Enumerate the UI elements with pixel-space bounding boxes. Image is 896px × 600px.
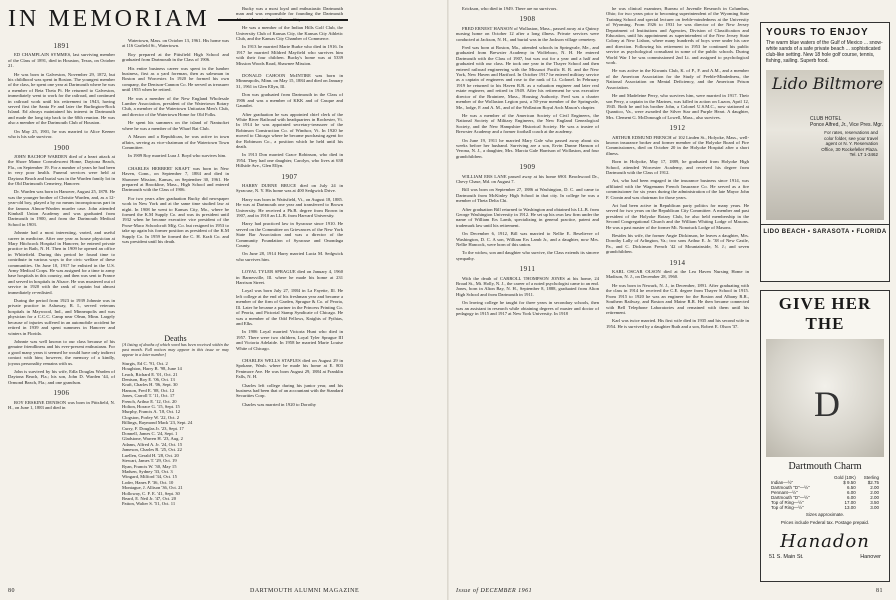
obituary-paragraph: JOHN BACHOP WARDEN died of a heart attack at the Shore Manor Convalescent Home, Daytona Beach, Fla., on September 19. For a number of years he had been in very poor health. Funeral services were held at Daytona Beach and burial was in the Warden family lot in the Old Dartmouth Cemetery, Hanover. [8, 153, 115, 186]
charm-label: Top of Ring—½" [771, 505, 804, 510]
death-entry: Hanson, Fred E. '08, Oct. 12 [122, 387, 175, 393]
charm-silver: 2.00 [870, 490, 879, 495]
charm-label: Dartmouth "D"—½" [771, 495, 810, 500]
column-3 [236, 6, 343, 578]
obituary-paragraph: On June 28, 1914 Harry married Lucia M. Sedgwick who survives him. [236, 251, 343, 262]
ad1-location-strip: LIDO BEACH • SARASOTA • FLORIDA [761, 224, 889, 239]
obituary-paragraph: DONALD CAHOON McINTIRE was born in Minneapolis, Minn. on May 15, 1884 and died on January 31, 1961 in Glen Ellyn, Ill. [236, 73, 343, 89]
death-entry: Leach, Richard E. '01, Oct. 21 [122, 371, 178, 377]
death-entry: Jameson, Charles R. '25, Oct. 22 [122, 447, 182, 453]
obituary-paragraph: KARL OSCAR OLSON died at the Lea Haven Nursing Home in Madison, N. J., on December 28, 1960. [606, 269, 749, 280]
deaths-title: Deaths [164, 334, 187, 343]
obituary-paragraph: HARRY DURNE BRUCE died on July 24 in Syracuse, N. Y. His home was at 400 Sedgwick Drive. [236, 182, 343, 194]
obituary-paragraph: On leaving college he taught for three years in secondary schools, then was an assistant in research while obtaining degrees of master and doctor of pedagogy in 1915 and 1917 at New York University. In 1918 [456, 300, 599, 317]
death-entry: Wingard, Milford '34, Oct. 15 [122, 474, 177, 480]
death-entry: Madsen, Sydney '33, Oct. 3 [122, 468, 173, 474]
death-entry: Jones, Carroll T. '11, Oct. 17 [122, 393, 175, 399]
obituary-paragraph: During the period from 1923 to 1939 Johnnie was in private practice in Ashaway, R. I., served veterans hospitals in Maywood, Ind., and Minneapolis and was physician for a C.C.C. Camp near Olean, Minn. Largely because of injuries suffered in an automobile accident he retired in 1939 and spent summers in Hanover and winters in Florida. [8, 298, 115, 336]
class-year-heading: 1911 [519, 265, 536, 274]
obituary-paragraph: A Mason and a Republican, he was active in town affairs, serving as vice-chairman of the Watertown Town Committee. [122, 134, 229, 150]
obituary-paragraph: Art, who had been engaged in the insurance business since 1914, was affiliated with the Wagemann French Insurance Co. He served as a fire commissioner for six years during the administration of the late Mayor John F. Cronin and was chairman for those years. [606, 178, 749, 200]
obituary-paragraph: Bucky was a most loyal and enthusiastic Dartmouth man and was responsible for founding the Dartmouth Alumni Association of Kansas City. [236, 6, 343, 22]
obituary-paragraph: Bill was born on September 27, 1886 at Washington, D. C. and came to Dartmouth from McKinley High School in that city. In college he was a member of Theta Delta Chi. [456, 187, 599, 204]
charm-gold: $ 9.50 [843, 480, 856, 485]
charm-silver: 3.00 [870, 505, 879, 510]
obituary-paragraph: he was clinical examiner, Bureau of Juvenile Research in Columbus, Ohio; for two years prior to becoming superintendent of the Wyoming State Training School and special lecturer on feeble-mindedness at the University of Wyoming. From 1926 to 1931 he was director of the New Jersey Department of Institutions and Agencies, Division of Classification and Education, until his appointment as superintendent of the New Jersey State Colony at New Lisbon, where many hundreds of boys were under his care and direction. Following his retirement in 1953 he continued his public service as psychological consultant in some of the public schools. During World War I he was commissioned 2nd Lt. and assigned to psychological work. [606, 6, 749, 66]
obituary-paragraph: For two years after graduation Bucky did newspaper work in New York and at the same time studied law at night. In 1908 he went to Kansas City, Mo., where he formed the K.M Supply Co. and was its president until 1932 when he became executive vice president of the Prose-Maco Schoolcraft Mfg. Co. but resigned in 1953 to take up again his former position as president of the K.M Supply Co. In 1959 he formed the C. H. Kraft Co. and was president until his death. [122, 195, 229, 244]
death-entry: Denison, Roy E. '06, Oct. 13 [122, 377, 175, 383]
class-year-heading: 1891 [53, 42, 70, 50]
charm-d-letter: D [814, 384, 840, 424]
obituary-paragraph: After graduation he was appointed chief clerk of the White River Railroad with headquarters in Rochester, Vt. In 1914 he was appointed secretary-treasurer of the Robinson Construction Co. of Windsor, Vt. In 1920 he moved to Chicago where he became purchasing agent for the Robinson Co., a position which he held until his death. [236, 111, 343, 149]
charm-note-sizes: Sizes approximate. [805, 512, 845, 517]
store-address: 51 S. Main St. [769, 554, 804, 560]
gold-header: Gold (10K) [833, 475, 856, 480]
ad1-headline: YOURS TO ENJOY [766, 27, 869, 38]
charm-photo [766, 339, 884, 457]
obituary-paragraph: He was born in Galveston, November 29, 1872, but his childhood was spent in Boston. The youngest member of the class, he spent one year at Dartmouth where he was a member of Beta Theta Pi. He returned to Galveston, immediately went to work for the railroad, and continued in railroad work until his retirement in 1943, having served first the Santa Fe and later the Burlington-Rock Island. Ed always maintained his interest in Dartmouth and made the long trip back to the 60th reunion. He was also a member of the Dartmouth Club of Houston. [8, 71, 115, 126]
obituary-paragraph: ED CHAMPLAIN SYMMES, last surviving member of the Class of 1891, died in Houston, Texas, on October 21. [8, 52, 115, 69]
obituary-paragraph: Besides his wife, the former Angie Dickinson, he leaves a daughter, Mrs. Dorothy Lally of Arlington, Va.; two sons Arthur E. Jr. '38 of New Castle, Pa., and C. Dickinson French '42 of Mountainside, N. J.; and seven grandchildren. [606, 233, 749, 255]
death-entry: Holloway, C. F. E. '41, Sept. 30 [122, 490, 180, 496]
obituary-paragraph: In 1913 Don married Grace Robinson, who died in 1954. They had one daughter, Carolyn, who lives at 638 Hillside Ave., Glen Ellyn. [236, 152, 343, 169]
obituary-paragraph: ARTHUR EDMUND FRENCH of 102 Linden St., Holyoke, Mass., well-known insurance broker and former member of the Holyoke Board of Fire Commissioners, died on October 20 in the Holyoke Hospital after a short illness. [606, 134, 749, 156]
column-2 [122, 38, 229, 313]
charm-gold: 17.00 [844, 500, 856, 505]
left-footer: DARTMOUTH ALUMNI MAGAZINE [250, 588, 360, 594]
obituary-paragraph: John is survived by his wife, Edla Douglas Warden of Daytona Beach, Fla.; his son, John D. Warden '44, of Ormond Beach, Fla.; and one grandson. [8, 368, 115, 385]
death-entry: Sturgis, Ed C. '91, Oct. 2 [122, 360, 168, 366]
charm-gold: 6.50 [846, 485, 856, 490]
charm-price-row [770, 505, 880, 510]
charm-label: Indian—½" [771, 480, 794, 485]
death-entry: Houghton, Harry B. '98, June 14 [122, 366, 182, 372]
obituary-paragraph: He was active in the Kiwanis Club, K. of P., F. and A.M., and a member of the American Association for the Study of Feeble-Mindedness, the National Association on Mental Deficiency, and the American Prison Association. [606, 68, 749, 90]
obituary-paragraph: He was a member of the American Society of Civil Engineers, the National Society of Military Engineers, the New England Genealogical Society, and the New Hampshire Historical Society. He was a trustee of Brewster Academy and a former football coach at the academy. [456, 112, 599, 135]
lido-biltmore-ad [760, 22, 890, 282]
page-title: IN MEMORIAM [8, 6, 210, 32]
deaths-box [122, 330, 229, 582]
obituary-paragraph: Erickson, who died in 1949. There are no survivors. [462, 6, 558, 11]
left-page-number: 80 [8, 588, 15, 594]
obituary-paragraph: He spent his summers on the island of Nantucket where he was a member of the Wharf Rat Club. [122, 120, 229, 131]
column-1 [8, 38, 115, 578]
obituary-paragraph: WILLIAM ERS LANE passed away at his home 6901 Beachwood Dr., Chevy Chase, Md. on August 7. [456, 173, 599, 184]
charm-label: Pennant—½" [771, 490, 798, 495]
death-entry: Murphy, Francis A. '18, Oct. 12 [122, 409, 181, 415]
obituary-paragraph: He was born in Newark, N. J., in December, 1891. After graduating with the class in 1914 he received the C.E. degree from Thayer School in 1915. From 1915 to 1920 he was an engineer for the Boston and Albany R.R., Southern Railway, and Boston and Maine R.R. He then became connected with Bell Telephone Laboratories and remained with them until his retirement. [606, 282, 749, 315]
obituary-paragraph: FRED ERNEST HANSON of Wollaston, Mass., passed away at a Quincy nursing home on October 12 after a long illness. Private services were conducted at Jackson, N. H., and burial was in the Jackson village cemetery. [456, 25, 599, 42]
store-town: Hanover [860, 554, 881, 560]
class-year-heading: 1909 [519, 163, 536, 172]
obituary-paragraph: On December 6, 1912, Bill was married to Nellie E. Beselievre of Washington, D. C. A son, William Ers Lamb Jr., and a daughter, now Mrs. Nellie Hancock, were born of this union. [456, 231, 599, 248]
death-entry: Ryan, Francis W. '30, May 15 [122, 463, 177, 469]
obituary-paragraph: Johnnie had a most interesting, varied, and useful career in medicine. After one year as house physician at Mary Hitchcock Hospital in Hanover, he entered private practice in Bath, N. H. Then in 1909 he opened an office in Whitefield. During this period he found time to contribute in various ways to the civic welfare of these communities. On June 10, 1917 he enlisted in the U.S. Army Medical Corps. He was assigned for a time to army base hospitals in this country, and then was sent to France and served in hospitals in Alsace. He was mustered out of service in 1920 with the rank of captain but almost immediately re-enlisted. [8, 230, 115, 295]
death-entry: Loder, Hanes P. '36, Oct. 10 [122, 479, 174, 485]
rates-text: For rates, reservations and color folder, see your travel agent or N. Y. Reservation Office, 30 Rockefeller Plaza. Tel. LT 1-3462 [821, 130, 878, 157]
class-year-heading: 1906 [53, 389, 70, 398]
obituary-paragraph: With the death of CARROLL THOMPSON JONES at his home, 24 Broad St., Mt. Holly, N. J., the career of a noted psychologist came to an end. Jones, born in Alton Bay, N. H., September 8, 1888, graduated from Alton High School and from Dartmouth in 1911. [456, 275, 599, 297]
obituary-paragraph: On May 25, 1901, he was married to Alice Keener who is his sole survivor. [8, 128, 115, 140]
ad2-headline: GIVE HER THE [778, 294, 872, 333]
column-5 [606, 6, 749, 578]
death-entry: Beard, E. Neil Jr. '47, Oct. 20 [122, 495, 177, 501]
store-address-line [761, 552, 889, 562]
column-4 [456, 6, 599, 578]
obituary-paragraph: Loyal was born July 27, 1884 in La Fayette, Ill. He left college at the end of his freshman year and became a member of the firm of Garden, Sprague & Co. of Peoria, Ill. Later he became a partner in the Princess Printing Co. of Peoria, and Pictorial Stamp Syndicate of Chicago. He was a member of the Odd Fellows, Knights of Pythias, and Elks. [236, 288, 343, 326]
obituary-paragraph: Dr. Warden was born in Hanover, August 25, 1878. He was the younger brother of Christie Warden, and, as a 12-year-old boy, played a by no means inconspicuous part in the famous Almon-Warden murder case. John attended Kimball Union Academy and was graduated from Dartmouth in 1900, and from the Dartmouth Medical School in 1903. [8, 189, 115, 227]
death-entry: Holton, Horace G. '15, Sept. 15 [122, 404, 180, 410]
death-entry: Curry, F. Douglas Jr. '23, Sept. 17 [122, 425, 184, 431]
silver-header: Sterling [863, 475, 879, 480]
death-entry: Montague, J. Allison '36, Oct. 21 [122, 485, 183, 491]
hotel-address: Ponce Alfred, Jr., Vice Pres. Mgr. [810, 122, 883, 128]
hotel-illustration [766, 70, 884, 220]
death-entry: Gladstone, Warren H. '23, Aug. 2 [122, 436, 183, 442]
death-entry: French, Arthur E. '12, Oct. 20 [122, 398, 177, 404]
charm-gold: 6.00 [846, 490, 856, 495]
obituary-paragraph: CHARLES WELLS STAPLES died on August 29 in Spokane, Wash. where he made his home at E. 803 Fenimore Ave. He was born August 29, 1884 at Franklin Falls, N. H. [236, 357, 343, 380]
class-year-heading: 1914 [669, 258, 686, 267]
hotel-name: Lido Biltmore [772, 74, 884, 93]
store-logo: Hanadon [780, 531, 870, 552]
death-entry: Stewart, James T. '29, Oct. 19 [122, 458, 177, 464]
obituary-paragraph: Harry had practiced law in Syracuse since 1910. He served on the Committee on Grievances of the New York State Bar Association and was a director of the Community Foundation of Syracuse and Onondaga County. [236, 221, 343, 249]
charm-label: Top of Ring—½" [771, 500, 804, 505]
charm-label: Dartmouth "D"—½" [771, 485, 810, 490]
class-year-heading: 1907 [281, 172, 298, 181]
obituary-paragraph: In 1913 he married Marie Burke who died in 1916. In 1917 he married Mildred Mayfield who survives him with their four children. Bucky's home was at 5339 Mission Woods Road, Shawnee Mission. [236, 44, 343, 66]
obituary-paragraph: Charles left college during his junior year, and his business had been that of an accountant with the Standard Securities Corp. [236, 382, 343, 399]
ad1-body: The warm blue waters of the Gulf of Mexico ... snow-white sands of a safe private beach ... sophisticated club-like setting. New 18 hole golf course, tennis, fishing, sailing. Superb food. [766, 40, 883, 64]
charm-gold: 13.00 [844, 505, 856, 510]
obituary-paragraph: Charles was married in 1920 to Dorothy [242, 401, 316, 407]
obituary-paragraph: His entire business career was spent in the lumber business, first as a yard foreman, then as salesman in Boston and Worcester. In 1920 he formed his own company, the Denison-Cannon Co. He served as treasurer until 1955 when he retired. [122, 65, 229, 93]
right-page-number: 81 [876, 588, 883, 594]
obituary-paragraph: Art had been active in Republican party politics for many years. He served for two years on the Republican City Committee. A member and past president of the Holyoke Rotary Club, he also held membership in the Second Congregational Church and the William Whiting Lodge of Masons. He was a past master of the former Mt. Nonotuck Lodge of Masons. [606, 203, 749, 230]
charm-product-title: Dartmouth Charm [788, 461, 862, 472]
obituary-paragraph: Johnnie was well known to our class because of his genuine friendliness and his ever-present enthusiasm. For a good many years it seemed he would have only indirect contact with him; however, the memory of a kindly, joyous personality remains with us. [8, 338, 115, 366]
obituary-paragraph: ROY ERSKINE DENISON was born in Pittsfield, N. H., on June 1, 1883 and died in [8, 399, 115, 410]
class-year-heading: 1908 [519, 15, 536, 24]
obituary-paragraph: LOYAL TYLER SPRAGUE died on January 4, 1960 in Barnesville, Ill. where he made his home at 231 Harrison Street. [236, 269, 343, 286]
obituary-paragraph: Fred was born at Boston, Ma., attended schools in Springvale, Me., and graduated from Brewster Academy in Wolfeboro, N. H. He entered Dartmouth with the Class of 1907, but was out for a year and a half and graduated with our class. He took one year in the Thayer School and then entered railroad engineering with the Missouri Pacific R. R. and the New York, New Haven and Hartford. In October 1917 he entered military service as a captain of engineers and rose to the rank of Lt. Colonel. In February 1919 he returned to his Haven R.R. as a valuation engineer and later real estate engineer, and retired in 1949. After his retirement he was executive director of the Braintree, Mass., Housing Authority. Fred was a charter member of the Wollaston Legion post, a 50-year member of the Springvale, Me., lodge, F. and A. M., and of the Wollaston Royal Arch Mason's chapter. [456, 45, 599, 110]
obituary-paragraph: To the widow, son and daughter who survive, the Class extends its sincere sympathy. [456, 250, 599, 261]
obituary-paragraph: Watertown, Mass. on October 13, 1961. His home was at 116 Garfield St., Watertown. [122, 38, 229, 49]
death-entry: Billings, Raymond Mack '23, Sept. 24 [122, 420, 193, 426]
death-entry: Adams, Alfred A. Jr. '24, Oct. 15 [122, 441, 183, 447]
obituary-paragraph: He and Madeleine Perry, who survives him, were married in 1917. Their son Perry, a captain in the Marines, was killed in action on Luzon, April 12, 1945. Both he and his brother John, a Colonel U.S.M.C., now stationed at Quantico, Va., were awarded the Silver Star and Purple Heart. A daughter, Mrs. Clement G. McDonough of Lowell, Mass., also survives. [606, 93, 749, 120]
obituary-paragraph: He was a member of the Indian Hills Golf Club, the University Club of Kansas City, the Kansas City Athletic Club, and the Kansas City Chamber of Commerce. [236, 25, 343, 42]
death-entry: Kraft, Charles H. '06, Sept. 30 [122, 382, 178, 388]
death-entry: Luellen, Gerald H. '28, Oct. 20 [122, 452, 179, 458]
obituary-paragraph: After graduation Bill returned to Washington and obtained his LL.B. from George Washington University in 1912. He set up his own law firm under the name of William Ers Lamb, specializing in general practice, patent and trademark law until his retirement. [456, 206, 599, 228]
charm-price-table [770, 475, 880, 510]
hanadon-charm-ad [760, 290, 890, 582]
page-gutter [447, 0, 449, 600]
obituary-paragraph: In 1906 Loyal married Victoria Hunt who died in 1957. There were two children, Loyal Tyler Sprague III and Victoria Adelaide. In 1958 he married Marie Louise White of Chicago. [236, 329, 343, 351]
hotel-sub-line: CLUB HOTEL [810, 116, 842, 122]
charm-silver: 3.50 [870, 500, 879, 505]
obituary-paragraph: CHARLES HERBERT KRAFT was born in New Haven, Conn., on September 7, 1884 and died in Shawnee Mission, Kansas, on September 30, 1961. He prepared at Brookline, Mass., High School and entered Dartmouth with the Class of 1906. [122, 165, 229, 193]
right-footer: Issue of DECEMBER 1961 [456, 588, 533, 594]
obituary-paragraph: Harry was born in Waitsfield, Vt., on August 18, 1885. He was at Dartmouth one year and transferred to Brown University. He received a Ph.B. degree from Brown in 1907, and in 1910 an LL.B. from Harvard University. [236, 196, 343, 218]
deaths-list [122, 361, 229, 507]
obituary-paragraph: On June 19, 1911 he married Mary Gale who passed away about six weeks before her husband. Surviving are a son, Ervin Dunne Hanson of Verona, N. J., a daughter, Mrs. Marcia Gale Harrison of Wollaston, and four grandchildren. [456, 137, 599, 159]
deaths-note: [A listing of deaths of which word has been received within the past month. Full notices may appear in this issue or may appear in a later number.] [122, 342, 229, 357]
charm-silver: 2.00 [870, 485, 879, 490]
obituary-paragraph: Born in Holyoke, May 17, 1889, he graduated from Holyoke High School, attended Worcester Academy, and received his degree from Dartmouth with the Class of 1912. [606, 159, 749, 175]
charm-silver: $2.75 [867, 480, 879, 485]
charm-gold: 6.00 [846, 495, 856, 500]
obituary-paragraph: Roy prepared at the Pittsfield High School and graduated from Dartmouth in the Class of 1906. [122, 51, 229, 63]
death-entry: Patton, Walter S. '51, Oct. 11 [122, 501, 176, 507]
death-entry: Donnell, James C. '24, Sept. 1 [122, 431, 178, 437]
charm-silver: 2.00 [870, 495, 879, 500]
obituary-paragraph: In 1909 Roy married Lura J. Boyd who survives him. [128, 153, 227, 159]
obituary-paragraph: He was a member of the New England Wholesale Lumber Association, president of the Watertown Rotary Club, a member of the Watertown Unitarian Men's Club, and director of the Watertown Home for Old Folks. [122, 95, 229, 117]
charm-note-prices: Prices include Federal tax. Postage prepaid. [780, 519, 870, 525]
obituary-paragraph: Don was graduated from Dartmouth in the Class of 1906 and was a member of KKK and of Casque and Gauntlet. [236, 92, 343, 109]
death-entry: Clogston, Porley W. '22, Oct. 2 [122, 414, 180, 420]
class-year-heading: 1912 [669, 124, 686, 133]
hotel-subtitle [810, 116, 883, 128]
class-year-heading: 1900 [53, 143, 70, 152]
obituary-paragraph: Karl was twice married. His first wife died in 1935 and his second wife in 1954. He is survived by a daughter Ruth and a son, Robert E. Olson '37. [606, 318, 749, 329]
